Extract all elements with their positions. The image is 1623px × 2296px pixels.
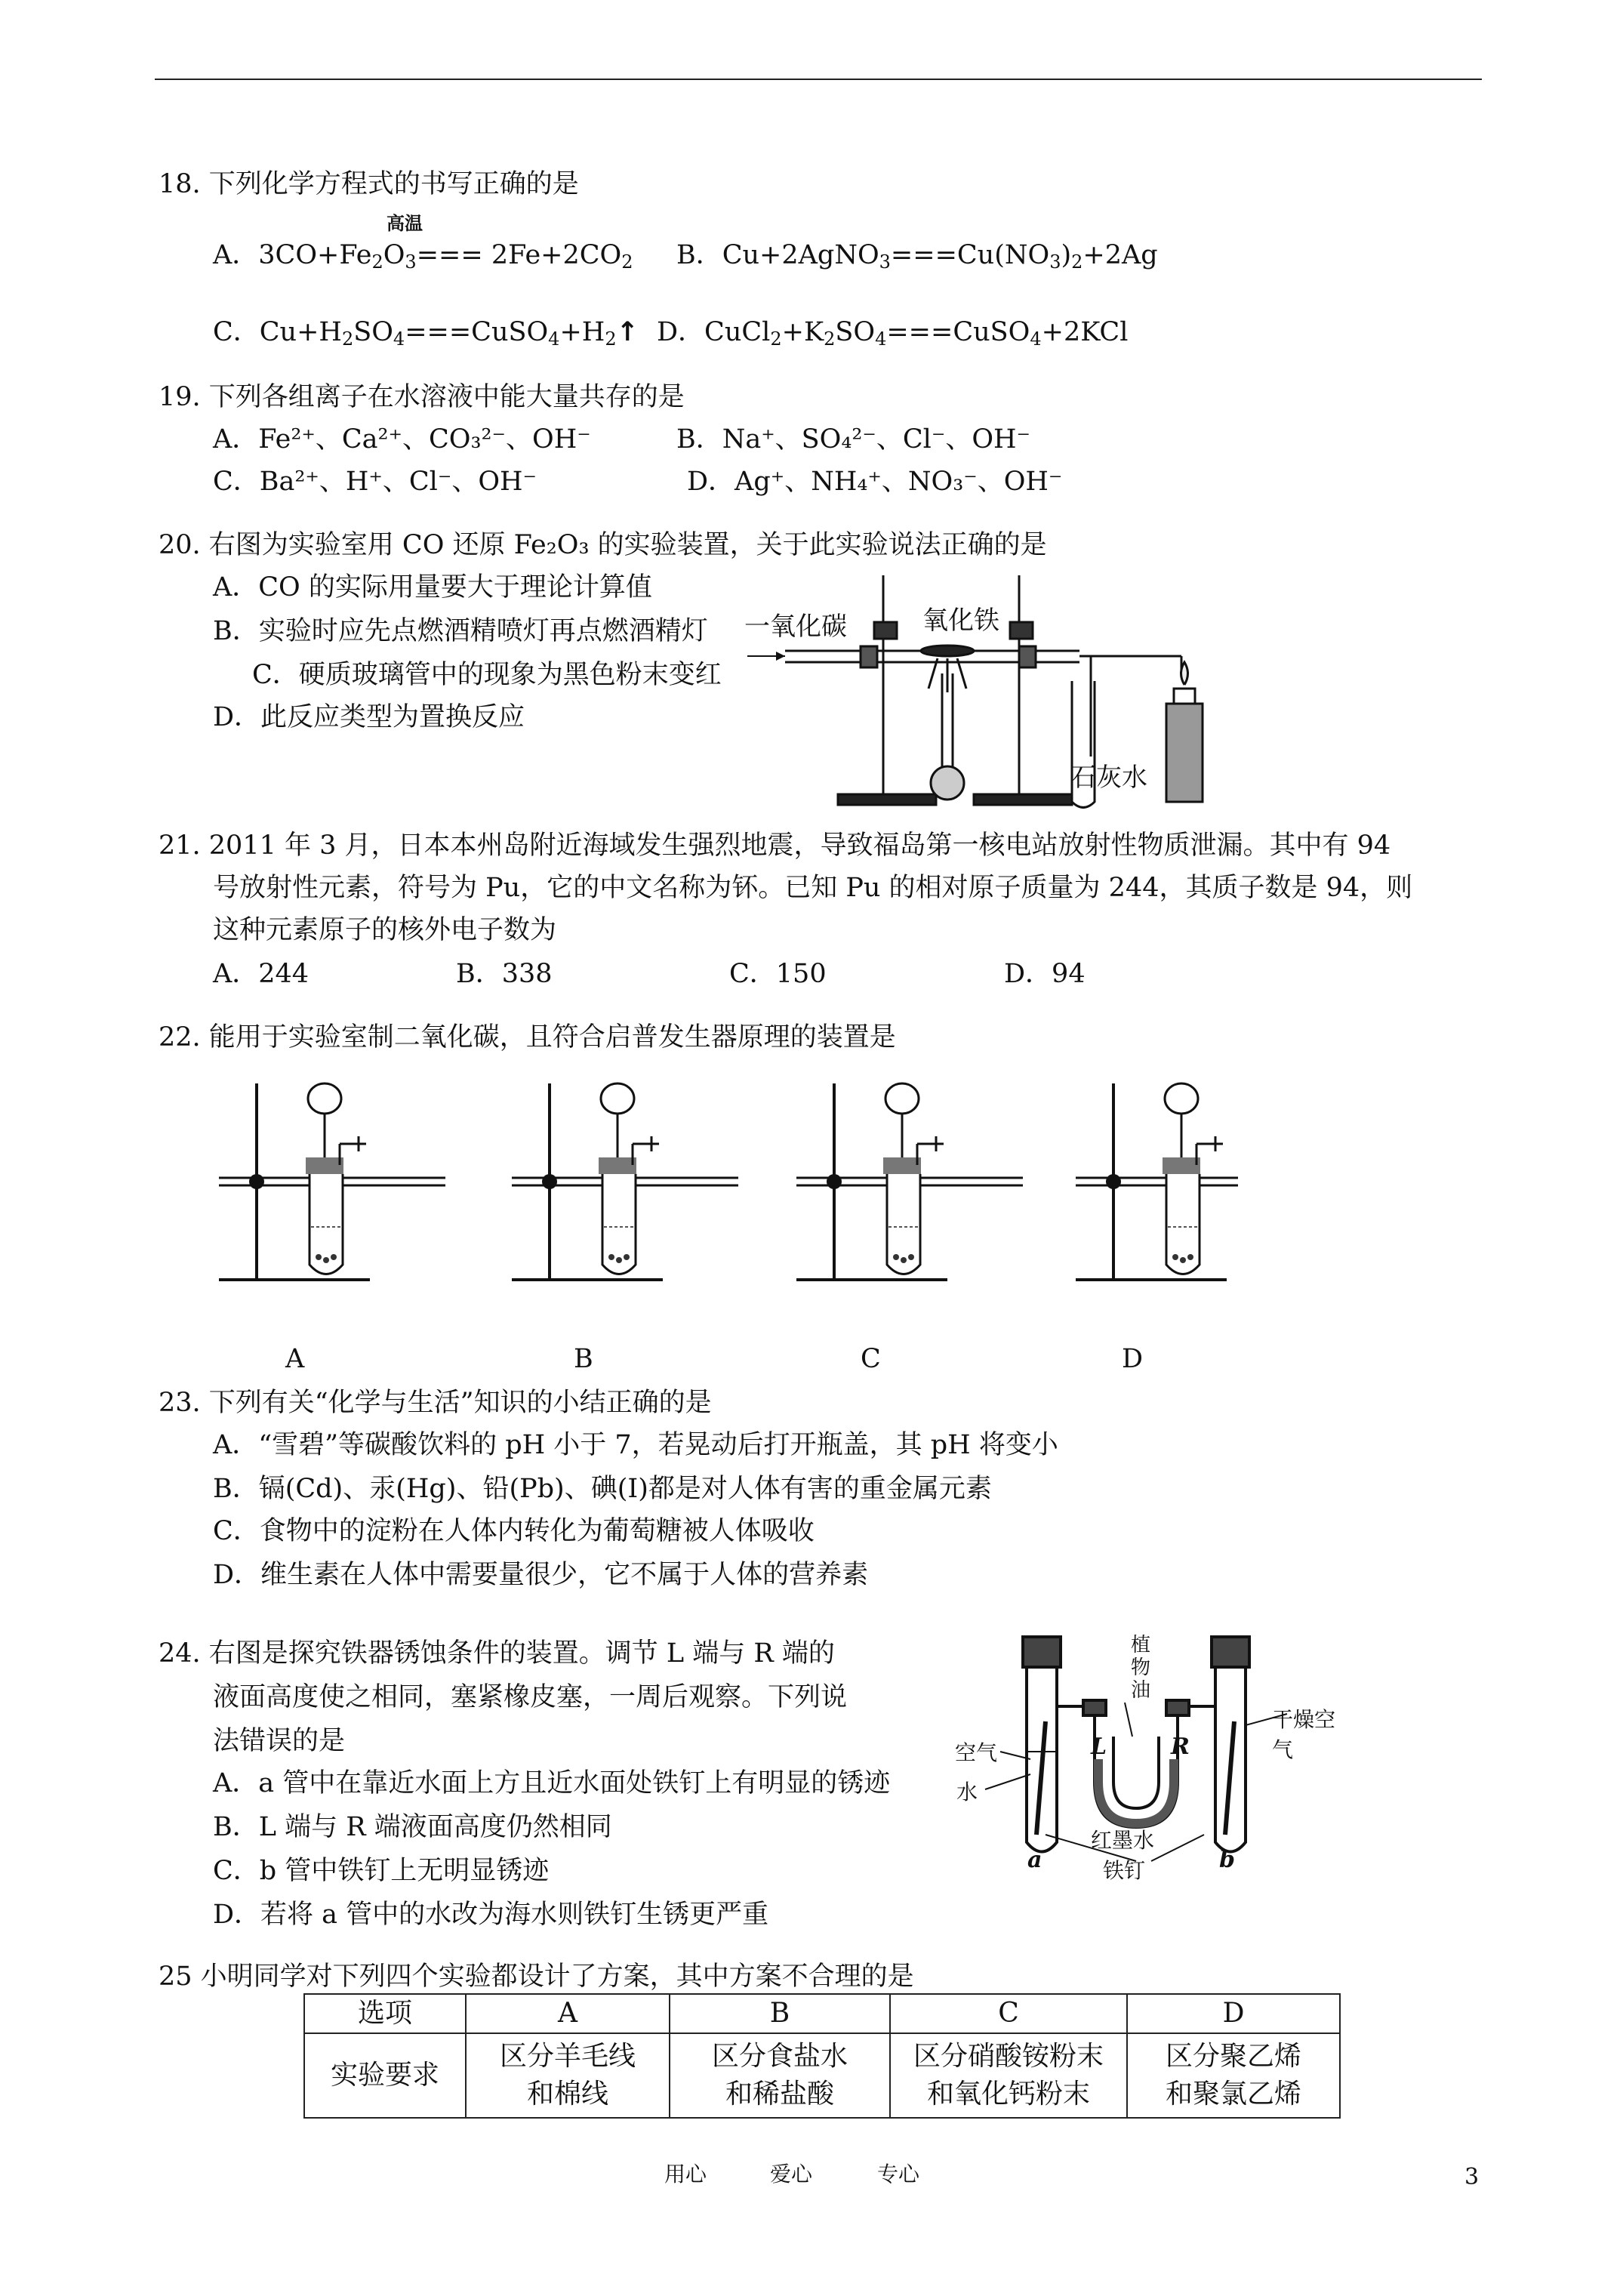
fig-label-red-ink: 红墨水 <box>1091 1828 1155 1853</box>
footer-right: 专心 <box>877 2162 920 2187</box>
q22-label-a: A <box>285 1344 305 1374</box>
q24-option-d: D．若将 a 管中的水改为海水则铁钉生锈更严重 <box>213 1900 769 1930</box>
q24-option-b: B．L 端与 R 端液面高度仍然相同 <box>213 1812 612 1842</box>
q18-option-c: C．$Cu+H_2SO_4===CuSO_4+H_2↑$ <box>213 317 639 350</box>
q18-option-a: A．$3CO+Fe_2O_3=== 2Fe+2CO_2$ <box>213 240 633 273</box>
q21-line3: 这种元素原子的核外电子数为 <box>213 915 557 945</box>
table-cell: 区分聚乙烯 和聚氯乙烯 <box>1127 2033 1340 2118</box>
q20-option-d: D．此反应类型为置换反应 <box>213 702 525 732</box>
table-cell: 区分硝酸铵粉末 和氧化钙粉末 <box>890 2033 1127 2118</box>
table-header-cell: A <box>466 1994 670 2033</box>
q19-stem: 19. 下列各组离子在水溶液中能大量共存的是 <box>159 382 685 412</box>
table-header-cell: D <box>1127 1994 1340 2033</box>
q23-stem: 23. 下列有关“化学与生活”知识的小结正确的是 <box>159 1388 712 1418</box>
q24-option-a: A．a 管中在靠近水面上方且近水面处铁钉上有明显的锈迹 <box>213 1768 891 1798</box>
table-cell: 区分食盐水 和稀盐酸 <box>670 2033 890 2118</box>
q24-option-c: C．b 管中铁钉上无明显锈迹 <box>213 1856 550 1886</box>
fig-label-co: 一氧化碳 <box>744 612 847 642</box>
q24-line1: 24. 右图是探究铁器锈蚀条件的装置。调节 L 端与 R 端的 <box>159 1638 835 1669</box>
table-cell: 区分羊毛线 和棉线 <box>466 2033 670 2118</box>
header-rule <box>155 79 1482 80</box>
iron-rust-apparatus-figure <box>955 1631 1347 1888</box>
q22-label-c: C <box>861 1344 881 1374</box>
fig-label-oil: 植物油 <box>1130 1634 1150 1702</box>
q22-label-d: D <box>1122 1344 1144 1374</box>
q20-option-b: B．实验时应先点燃酒精喷灯再点燃酒精灯 <box>213 616 708 646</box>
q23-option-d: D．维生素在人体中需要量很少，它不属于人体的营养素 <box>213 1560 869 1590</box>
q22-label-b: B <box>574 1344 593 1374</box>
q23-option-b: B．镉(Cd)、汞(Hg)、铅(Pb)、碘(I)都是对人体有害的重金属元素 <box>213 1474 992 1504</box>
q21-option-c: C．150 <box>729 959 827 989</box>
fig-label-air: 空气 <box>955 1740 998 1765</box>
q25-options-table <box>303 1993 1341 2119</box>
q18-condition: 高温 <box>387 212 423 234</box>
table-row-label: 实验要求 <box>304 2033 466 2118</box>
q19-option-c: C．Ba²⁺、H⁺、Cl⁻、OH⁻ <box>213 467 537 497</box>
fig-label-dry-air: 干燥空气 <box>1272 1707 1336 1762</box>
kipp-apparatus-figures <box>219 1076 1238 1295</box>
q19-option-b: B．Na⁺、SO₄²⁻、Cl⁻、OH⁻ <box>676 424 1031 455</box>
q19-option-a: A．Fe²⁺、Ca²⁺、CO₃²⁻、OH⁻ <box>213 424 591 455</box>
q19-option-d: D．Ag⁺、NH₄⁺、NO₃⁻、OH⁻ <box>687 467 1063 497</box>
q20-stem: 20. 右图为实验室用 CO 还原 Fe₂O₃ 的实验装置，关于此实验说法正确的是 <box>159 530 1047 560</box>
footer-mid: 爱心 <box>770 2162 813 2187</box>
q18-option-b: B．$Cu+2AgNO_3===Cu(NO_3)_2+2Ag$ <box>676 240 1158 273</box>
q21-option-b: B．338 <box>456 959 553 989</box>
fig-label-b: b <box>1219 1847 1235 1873</box>
q22-stem: 22. 能用于实验室制二氧化碳，且符合启普发生器原理的装置是 <box>159 1022 896 1052</box>
fig-label-water: 水 <box>956 1780 978 1804</box>
co-reduction-apparatus-figure <box>744 568 1230 817</box>
table-header-cell: C <box>890 1994 1127 2033</box>
q21-option-a: A．244 <box>213 959 310 989</box>
q20-option-c: C．硬质玻璃管中的现象为黑色粉末变红 <box>252 660 722 690</box>
table-header-row <box>304 1994 1340 2033</box>
table-header-cell: 选项 <box>304 1994 466 2033</box>
q23-option-c: C．食物中的淀粉在人体内转化为葡萄糖被人体吸收 <box>213 1516 815 1546</box>
q20-option-a: A．CO 的实际用量要大于理论计算值 <box>213 572 652 603</box>
table-header-cell: B <box>670 1994 890 2033</box>
q25-stem: 25 小明同学对下列四个实验都设计了方案，其中方案不合理的是 <box>159 1962 914 1992</box>
footer-left: 用心 <box>664 2162 707 2187</box>
page-number: 3 <box>1464 2164 1480 2190</box>
q18-option-d: D．$CuCl_2+K_2SO_4===CuSO_4+2KCl$ <box>657 317 1129 350</box>
fig-label-iron-oxide: 氧化铁 <box>922 606 999 636</box>
fig-label-L: L <box>1091 1734 1107 1760</box>
q21-option-d: D．94 <box>1004 959 1086 989</box>
fig-label-limewater: 石灰水 <box>1070 763 1147 793</box>
q24-line3: 法错误的是 <box>213 1726 346 1756</box>
fig-label-nail: 铁钉 <box>1103 1858 1146 1883</box>
q24-line2: 液面高度使之相同，塞紧橡皮塞，一周后观察。下列说 <box>213 1682 848 1712</box>
q23-option-a: A．“雪碧”等碳酸饮料的 pH 小于 7，若晃动后打开瓶盖，其 pH 将变小 <box>213 1430 1058 1460</box>
q18-stem: 18. 下列化学方程式的书写正确的是 <box>159 169 579 199</box>
fig-label-R: R <box>1171 1734 1190 1760</box>
q21-line1: 21. 2011 年 3 月，日本本州岛附近海域发生强烈地震，导致福岛第一核电站放射性物质泄漏。其中有 94 <box>159 831 1391 861</box>
table-row <box>304 2033 1340 2118</box>
fig-label-a: a <box>1027 1847 1042 1873</box>
q21-line2: 号放射性元素，符号为 Pu，它的中文名称为钚。已知 Pu 的相对原子质量为 244，其质子数是 94，则 <box>213 873 1413 903</box>
